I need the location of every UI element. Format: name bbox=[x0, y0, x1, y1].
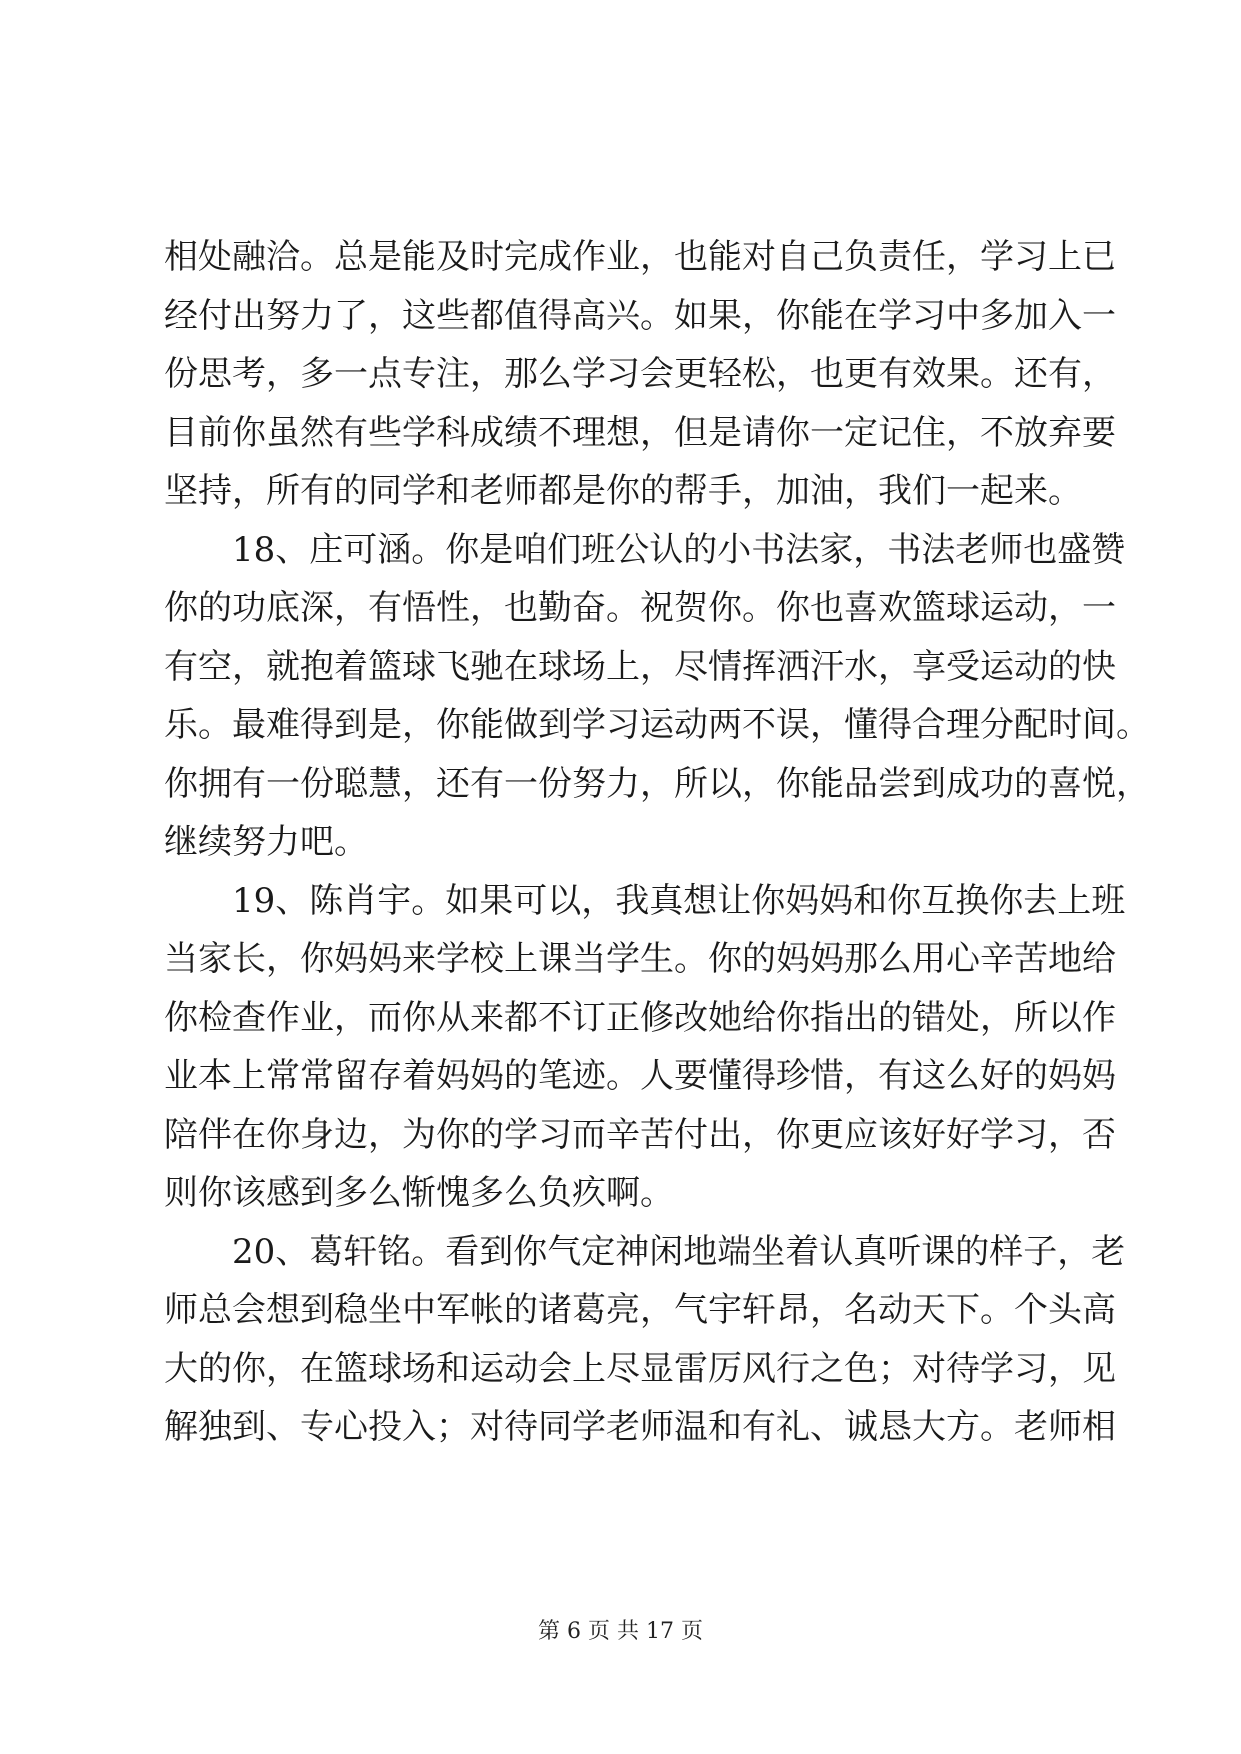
text-line: 陪伴在你身边，为你的学习而辛苦付出，你更应该好好学习，否 bbox=[164, 1114, 1116, 1155]
text-line: 你检查作业，而你从来都不订正修改她给你指出的错处，所以作 bbox=[164, 997, 1116, 1038]
text-line: 你拥有一份聪慧，还有一份努力，所以，你能品尝到成功的喜悦， bbox=[164, 763, 1150, 804]
text-line: 有空，就抱着篮球飞驰在球场上，尽情挥洒汗水，享受运动的快 bbox=[164, 646, 1116, 687]
document-body bbox=[164, 228, 1150, 1457]
text-line: 相处融洽。总是能及时完成作业，也能对自己负责任，学习上已 bbox=[164, 237, 1116, 277]
paragraph-first-line: 18、庄可涵。你是咱们班公认的小书法家，书法老师也盛赞 bbox=[232, 529, 1126, 570]
text-line: 继续努力吧。 bbox=[164, 822, 368, 862]
text-line: 则你该感到多么惭愧多么负疚啊。 bbox=[164, 1173, 674, 1213]
text-line: 当家长，你妈妈来学校上课当学生。你的妈妈那么用心辛苦地给 bbox=[164, 939, 1116, 979]
text-line: 坚持，所有的同学和老师都是你的帮手，加油，我们一起来。 bbox=[164, 471, 1082, 511]
text-line: 解独到、专心投入；对待同学老师温和有礼、诚恳大方。老师相 bbox=[164, 1407, 1116, 1447]
text-line: 目前你虽然有些学科成绩不理想，但是请你一定记住，不放弃要 bbox=[164, 412, 1116, 453]
text-line: 经付出努力了，这些都值得高兴。如果，你能在学习中多加入一 bbox=[164, 295, 1116, 336]
page-number-footer: 第 6 页 共 17 页 bbox=[538, 1619, 703, 1644]
text-line: 师总会想到稳坐中军帐的诸葛亮，气宇轩昂，名动天下。个头高 bbox=[164, 1290, 1116, 1330]
text-line: 业本上常常留存着妈妈的笔迹。人要懂得珍惜，有这么好的妈妈 bbox=[164, 1056, 1116, 1096]
paragraph-first-line: 19、陈肖宇。如果可以，我真想让你妈妈和你互换你去上班 bbox=[232, 880, 1126, 921]
text-line: 大的你，在篮球场和运动会上尽显雷厉风行之色；对待学习，见 bbox=[164, 1348, 1116, 1389]
text-line: 乐。最难得到是，你能做到学习运动两不误，懂得合理分配时间。 bbox=[164, 705, 1150, 745]
text-line: 你的功底深，有悟性，也勤奋。祝贺你。你也喜欢篮球运动，一 bbox=[164, 588, 1116, 628]
paragraph-first-line: 20、葛轩铭。看到你气定神闲地端坐着认真听课的样子，老 bbox=[232, 1231, 1126, 1272]
text-line: 份思考，多一点专注，那么学习会更轻松，也更有效果。还有， bbox=[164, 354, 1116, 394]
